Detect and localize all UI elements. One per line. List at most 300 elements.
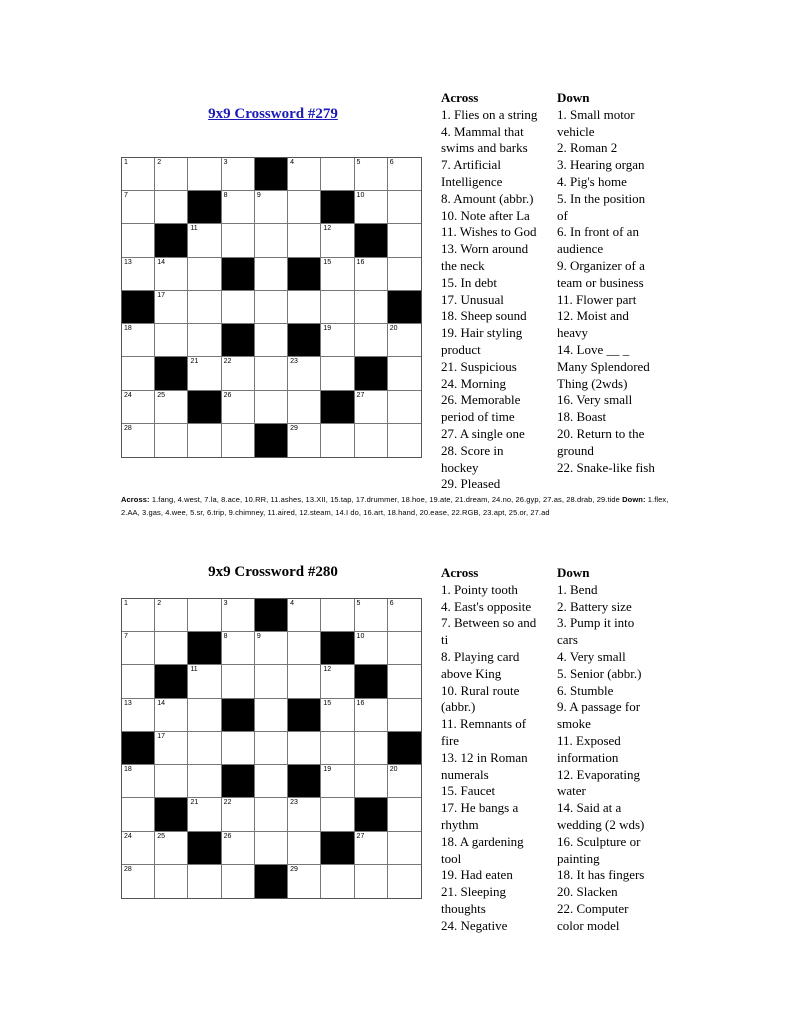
grid-cell[interactable]: [188, 224, 221, 257]
grid-cell[interactable]: [321, 258, 354, 291]
grid-cell[interactable]: [321, 665, 354, 698]
across-clue-line: 27. A single one: [441, 425, 525, 441]
down-clue-line: 6. Stumble: [557, 682, 614, 698]
clue-number: 22: [223, 358, 232, 366]
clue-number: 15: [323, 258, 332, 266]
grid-cell[interactable]: [255, 632, 288, 665]
black-cell: [155, 798, 188, 831]
clue-number: 27: [356, 391, 365, 399]
across-clue-line: 17. Unusual: [441, 291, 504, 307]
clue-number: 2: [157, 600, 162, 607]
down-clue-line: 12. Evaporating: [557, 766, 641, 782]
grid-cell[interactable]: [222, 357, 255, 390]
grid-cell[interactable]: [388, 632, 421, 665]
across-clue-line: 1. Flies on a string: [441, 106, 538, 122]
grid-cell[interactable]: [155, 324, 188, 357]
grid-cell[interactable]: [255, 324, 288, 357]
across-clue-line: 11. Remnants of: [441, 716, 527, 732]
grid-cell[interactable]: [188, 732, 221, 765]
grid-cell[interactable]: [355, 158, 388, 191]
answers-across-label: Across:: [121, 495, 150, 504]
grid-cell[interactable]: [222, 191, 255, 224]
down-clue-line: heavy: [557, 325, 589, 341]
clue-number: 8: [223, 633, 228, 641]
grid-cell[interactable]: [122, 391, 155, 424]
grid-cell[interactable]: [155, 865, 188, 898]
clue-number: 27: [356, 832, 365, 840]
grid-cell[interactable]: [321, 865, 354, 898]
across-clue-line: product: [441, 341, 481, 357]
down-clue-line: 2. Battery size: [557, 598, 632, 614]
down-clue-line: 11. Flower part: [557, 291, 637, 307]
grid-cell[interactable]: [122, 424, 155, 457]
down-clue-line: 9. A passage for: [557, 699, 641, 715]
clue-number: 5: [356, 159, 361, 166]
down-clues: [557, 565, 672, 935]
clue-number: 2: [157, 159, 162, 166]
grid-cell[interactable]: [355, 191, 388, 224]
across-clue-line: 15. Faucet: [441, 783, 496, 799]
clue-number: 21: [190, 358, 199, 366]
grid-cell[interactable]: [122, 632, 155, 665]
down-clue-line: 1. Small motor: [557, 106, 635, 122]
clue-number: 26: [223, 391, 232, 399]
clue-number: 16: [356, 258, 365, 266]
down-clue-line: cars: [557, 632, 578, 648]
grid-cell[interactable]: [122, 191, 155, 224]
grid-cell[interactable]: [155, 258, 188, 291]
down-clue-line: 9. Organizer of a: [557, 257, 645, 273]
down-clue-line: team or business: [557, 274, 644, 290]
grid-cell[interactable]: [222, 632, 255, 665]
grid-cell[interactable]: [355, 391, 388, 424]
grid-cell[interactable]: [321, 291, 354, 324]
across-clue-line: swims and barks: [441, 140, 528, 156]
grid-cell[interactable]: [222, 798, 255, 831]
black-cell: [222, 699, 255, 732]
grid-cell[interactable]: [188, 665, 221, 698]
grid-cell[interactable]: [222, 865, 255, 898]
grid-cell[interactable]: [288, 391, 321, 424]
clue-number: 14: [157, 699, 166, 707]
grid-cell[interactable]: [255, 665, 288, 698]
across-clue-line: 29. Pleased: [441, 476, 501, 492]
grid-cell[interactable]: [321, 224, 354, 257]
grid-cell[interactable]: [188, 424, 221, 457]
down-clue-line: wedding (2 wds): [557, 816, 645, 832]
across-clue-line: 21. Sleeping: [441, 884, 506, 900]
answer-key: [121, 493, 673, 519]
grid-cell[interactable]: [355, 765, 388, 798]
grid-cell[interactable]: [388, 699, 421, 732]
clue-number: 19: [323, 325, 332, 333]
grid-cell[interactable]: [188, 291, 221, 324]
down-clue-line: Thing (2wds): [557, 375, 628, 391]
black-cell: [255, 158, 288, 191]
grid-cell[interactable]: [122, 158, 155, 191]
black-cell: [355, 665, 388, 698]
down-heading: Down: [557, 90, 590, 105]
clue-number: 13: [124, 699, 132, 707]
answers-down-label: Down:: [622, 495, 646, 504]
grid-cell[interactable]: [188, 324, 221, 357]
black-cell: [188, 632, 221, 665]
black-cell: [288, 765, 321, 798]
grid-cell[interactable]: [188, 158, 221, 191]
across-clue-line: 26. Memorable: [441, 392, 521, 408]
across-clue-line: 11. Wishes to God: [441, 224, 537, 240]
clue-number: 9: [256, 633, 261, 641]
grid-cell[interactable]: [255, 357, 288, 390]
clue-number: 17: [157, 732, 166, 740]
black-cell: [122, 732, 155, 765]
black-cell: [355, 224, 388, 257]
grid-cell[interactable]: [288, 798, 321, 831]
clue-number: 25: [157, 832, 166, 840]
down-clue-line: 16. Sculpture or: [557, 833, 641, 849]
crossword-grid: [121, 157, 422, 458]
across-clue-line: numerals: [441, 766, 489, 782]
across-clues: [441, 90, 556, 493]
grid-cell[interactable]: [355, 258, 388, 291]
black-cell: [355, 357, 388, 390]
puzzle-title[interactable]: 9x9 Crossword #279: [208, 106, 338, 122]
answers-down-text: 1.flex, 2.AA, 3.gas, 4.wee, 5.sr, 6.trip, 9.chimney, 11.aired, 12.steam, 14.I do, 16.art, 18.hand, 20.ease, 22.RGB, 23.apt, 25.or, 27.ad: [121, 495, 669, 517]
across-clue-line: 24. Negative: [441, 917, 508, 933]
across-clue-line: 24. Morning: [441, 375, 506, 391]
grid-cell[interactable]: [355, 324, 388, 357]
grid-cell[interactable]: [155, 424, 188, 457]
clue-number: 20: [389, 325, 398, 333]
black-cell: [255, 424, 288, 457]
grid-cell[interactable]: [288, 599, 321, 632]
grid-cell[interactable]: [122, 765, 155, 798]
grid-cell[interactable]: [122, 258, 155, 291]
across-clue-line: the neck: [441, 257, 485, 273]
grid-cell[interactable]: [255, 732, 288, 765]
black-cell: [355, 798, 388, 831]
across-clue-line: 15. In debt: [441, 274, 497, 290]
grid-cell[interactable]: [222, 424, 255, 457]
clue-number: 21: [190, 799, 199, 807]
grid-cell[interactable]: [355, 732, 388, 765]
grid-cell[interactable]: [122, 224, 155, 257]
across-clue-line: 19. Had eaten: [441, 867, 513, 883]
grid-cell[interactable]: [255, 798, 288, 831]
grid-cell[interactable]: [321, 599, 354, 632]
down-clue-line: 6. In front of an: [557, 224, 639, 240]
down-clue-line: smoke: [557, 716, 591, 732]
clue-number: 24: [124, 832, 132, 840]
clue-number: 5: [356, 600, 361, 607]
grid-cell[interactable]: [321, 158, 354, 191]
grid-cell[interactable]: [255, 291, 288, 324]
clue-number: 12: [323, 666, 332, 674]
grid-cell[interactable]: [288, 665, 321, 698]
grid-cell[interactable]: [255, 699, 288, 732]
grid-cell[interactable]: [321, 798, 354, 831]
grid-cell[interactable]: [388, 865, 421, 898]
grid-cell[interactable]: [388, 665, 421, 698]
across-clue-line: rhythm: [441, 816, 479, 832]
clue-number: 11: [190, 666, 198, 674]
grid-cell[interactable]: [388, 224, 421, 257]
grid-cell[interactable]: [388, 599, 421, 632]
grid-cell[interactable]: [222, 832, 255, 865]
grid-cell[interactable]: [388, 391, 421, 424]
puzzle-title: 9x9 Crossword #280: [208, 564, 338, 580]
across-clue-line: 21. Suspicious: [441, 358, 517, 374]
across-clue-line: 10. Rural route: [441, 682, 520, 698]
black-cell: [321, 191, 354, 224]
clue-number: 29: [290, 865, 298, 873]
across-clue-line: (abbr.): [441, 699, 476, 715]
grid-cell[interactable]: [388, 832, 421, 865]
clue-number: 28: [124, 865, 132, 873]
grid-cell[interactable]: [321, 424, 354, 457]
down-clue-line: audience: [557, 241, 604, 257]
clue-number: 6: [389, 600, 394, 607]
clue-number: 25: [157, 391, 166, 399]
grid-cell[interactable]: [321, 324, 354, 357]
clue-number: 18: [124, 325, 132, 333]
across-clue-line: period of time: [441, 409, 515, 425]
grid-cell[interactable]: [155, 832, 188, 865]
grid-cell[interactable]: [222, 224, 255, 257]
grid-cell[interactable]: [255, 224, 288, 257]
clue-number: 7: [124, 633, 128, 641]
across-clue-line: 4. East's opposite: [441, 598, 532, 614]
across-clue-line: 19. Hair styling: [441, 325, 523, 341]
grid-cell[interactable]: [355, 699, 388, 732]
black-cell: [222, 258, 255, 291]
clue-number: 9: [256, 192, 261, 200]
down-clue-line: 1. Bend: [557, 581, 598, 597]
grid-cell[interactable]: [388, 158, 421, 191]
across-clue-line: above King: [441, 665, 502, 681]
grid-cell[interactable]: [122, 832, 155, 865]
grid-cell[interactable]: [321, 357, 354, 390]
grid-cell[interactable]: [255, 191, 288, 224]
grid-cell[interactable]: [321, 732, 354, 765]
clue-number: 6: [389, 159, 394, 166]
grid-cell[interactable]: [288, 424, 321, 457]
grid-cell[interactable]: [122, 357, 155, 390]
black-cell: [321, 832, 354, 865]
down-clue-line: 18. It has fingers: [557, 867, 645, 883]
across-clue-line: fire: [441, 732, 460, 748]
down-clue-line: 18. Boast: [557, 409, 607, 425]
grid-cell[interactable]: [155, 632, 188, 665]
answers-across-text: 1.fang, 4.west, 7.la, 8.ace, 10.RR, 11.ashes, 13.XII, 15.tap, 17.drummer, 18.hoe, 19.ate, 21.dream, 24.no, 26.gyp, 27.as, 28.drab, 29.tide: [151, 495, 620, 504]
grid-cell[interactable]: [355, 599, 388, 632]
clue-number: 22: [223, 799, 232, 807]
grid-cell[interactable]: [155, 765, 188, 798]
grid-cell[interactable]: [155, 732, 188, 765]
grid-cell[interactable]: [288, 357, 321, 390]
grid-cell[interactable]: [155, 699, 188, 732]
clue-number: 20: [389, 766, 398, 774]
grid-cell[interactable]: [288, 832, 321, 865]
grid-cell[interactable]: [222, 665, 255, 698]
across-clue-line: 10. Note after La: [441, 207, 530, 223]
clue-number: 14: [157, 258, 166, 266]
grid-cell[interactable]: [355, 424, 388, 457]
grid-cell[interactable]: [155, 599, 188, 632]
grid-cell[interactable]: [288, 224, 321, 257]
clue-number: 7: [124, 192, 128, 200]
down-clue-line: information: [557, 749, 619, 765]
across-clue-line: Intelligence: [441, 173, 503, 189]
clue-number: 15: [323, 699, 332, 707]
across-clue-line: 18. A gardening: [441, 833, 524, 849]
grid-cell[interactable]: [388, 258, 421, 291]
clue-number: 11: [190, 225, 198, 233]
clue-number: 26: [223, 832, 232, 840]
grid-cell[interactable]: [255, 832, 288, 865]
grid-cell[interactable]: [288, 191, 321, 224]
black-cell: [122, 291, 155, 324]
black-cell: [255, 865, 288, 898]
grid-cell[interactable]: [321, 765, 354, 798]
across-heading: Across: [441, 565, 479, 580]
clue-number: 18: [124, 766, 132, 774]
black-cell: [222, 324, 255, 357]
clue-number: 23: [290, 799, 298, 807]
grid-cell[interactable]: [188, 765, 221, 798]
grid-cell[interactable]: [188, 357, 221, 390]
clue-number: 1: [124, 159, 128, 166]
down-clue-line: painting: [557, 850, 600, 866]
across-clue-line: 1. Pointy tooth: [441, 581, 518, 597]
grid-cell[interactable]: [155, 158, 188, 191]
grid-cell[interactable]: [388, 357, 421, 390]
grid-cell[interactable]: [222, 732, 255, 765]
grid-cell[interactable]: [355, 632, 388, 665]
clue-number: 4: [290, 600, 295, 607]
grid-cell[interactable]: [222, 158, 255, 191]
across-heading: Across: [441, 90, 479, 105]
down-clue-line: 16. Very small: [557, 392, 633, 408]
clue-number: 17: [157, 291, 166, 299]
grid-cell[interactable]: [355, 832, 388, 865]
black-cell: [188, 191, 221, 224]
down-clue-line: 3. Pump it into: [557, 615, 635, 631]
clue-number: 10: [356, 192, 365, 200]
down-clue-line: 3. Hearing organ: [557, 157, 645, 173]
grid-cell[interactable]: [222, 599, 255, 632]
grid-cell[interactable]: [188, 258, 221, 291]
grid-cell[interactable]: [122, 599, 155, 632]
across-clues: [441, 565, 556, 935]
grid-cell[interactable]: [122, 699, 155, 732]
grid-cell[interactable]: [188, 798, 221, 831]
down-clue-line: 22. Snake-like fish: [557, 459, 655, 475]
grid-cell[interactable]: [288, 291, 321, 324]
grid-cell[interactable]: [122, 865, 155, 898]
crossword-grid: [121, 598, 422, 899]
clue-number: 29: [290, 424, 298, 432]
clue-number: 1: [124, 600, 128, 607]
across-clue-line: 28. Score in: [441, 442, 504, 458]
grid-cell[interactable]: [122, 324, 155, 357]
grid-cell[interactable]: [155, 391, 188, 424]
grid-cell[interactable]: [155, 191, 188, 224]
grid-cell[interactable]: [388, 765, 421, 798]
grid-cell[interactable]: [188, 699, 221, 732]
down-clue-line: water: [557, 783, 586, 799]
down-clue-line: 20. Return to the: [557, 425, 645, 441]
down-heading: Down: [557, 565, 590, 580]
clue-number: 10: [356, 633, 365, 641]
across-clue-line: 13. 12 in Roman: [441, 749, 528, 765]
across-clue-line: ti: [441, 632, 449, 648]
black-cell: [288, 258, 321, 291]
across-clue-line: 13. Worn around: [441, 241, 529, 257]
across-clue-line: tool: [441, 850, 462, 866]
grid-cell[interactable]: [255, 391, 288, 424]
grid-cell[interactable]: [288, 865, 321, 898]
clue-number: 23: [290, 358, 298, 366]
across-clue-line: 8. Amount (abbr.): [441, 190, 534, 206]
across-clue-line: thoughts: [441, 900, 486, 916]
down-clues: [557, 90, 672, 476]
grid-cell[interactable]: [355, 865, 388, 898]
clue-number: 19: [323, 766, 332, 774]
grid-cell[interactable]: [255, 765, 288, 798]
grid-cell[interactable]: [155, 291, 188, 324]
black-cell: [222, 765, 255, 798]
grid-cell[interactable]: [222, 291, 255, 324]
grid-cell[interactable]: [188, 865, 221, 898]
across-clue-line: 18. Sheep sound: [441, 308, 527, 324]
black-cell: [155, 224, 188, 257]
black-cell: [155, 357, 188, 390]
grid-cell[interactable]: [122, 665, 155, 698]
down-clue-line: ground: [557, 442, 594, 458]
grid-cell[interactable]: [355, 291, 388, 324]
grid-cell[interactable]: [388, 191, 421, 224]
grid-cell[interactable]: [255, 258, 288, 291]
grid-cell[interactable]: [222, 391, 255, 424]
grid-cell[interactable]: [188, 599, 221, 632]
down-clue-line: vehicle: [557, 123, 595, 139]
black-cell: [388, 291, 421, 324]
grid-cell[interactable]: [388, 324, 421, 357]
grid-cell[interactable]: [288, 732, 321, 765]
black-cell: [188, 832, 221, 865]
across-clue-line: 17. He bangs a: [441, 800, 519, 816]
grid-cell[interactable]: [288, 158, 321, 191]
grid-cell[interactable]: [388, 424, 421, 457]
grid-cell[interactable]: [321, 699, 354, 732]
across-clue-line: 7. Artificial: [441, 157, 501, 173]
black-cell: [255, 599, 288, 632]
down-clue-line: 22. Computer: [557, 900, 629, 916]
grid-cell[interactable]: [288, 632, 321, 665]
down-clue-line: 14. Said at a: [557, 800, 622, 816]
clue-number: 24: [124, 391, 132, 399]
grid-cell[interactable]: [388, 798, 421, 831]
clue-number: 3: [223, 159, 228, 166]
clue-number: 16: [356, 699, 365, 707]
down-clue-line: 20. Slacken: [557, 884, 618, 900]
across-clue-line: hockey: [441, 459, 479, 475]
clue-number: 12: [323, 225, 332, 233]
grid-cell[interactable]: [122, 798, 155, 831]
black-cell: [388, 732, 421, 765]
down-clue-line: 5. Senior (abbr.): [557, 665, 642, 681]
